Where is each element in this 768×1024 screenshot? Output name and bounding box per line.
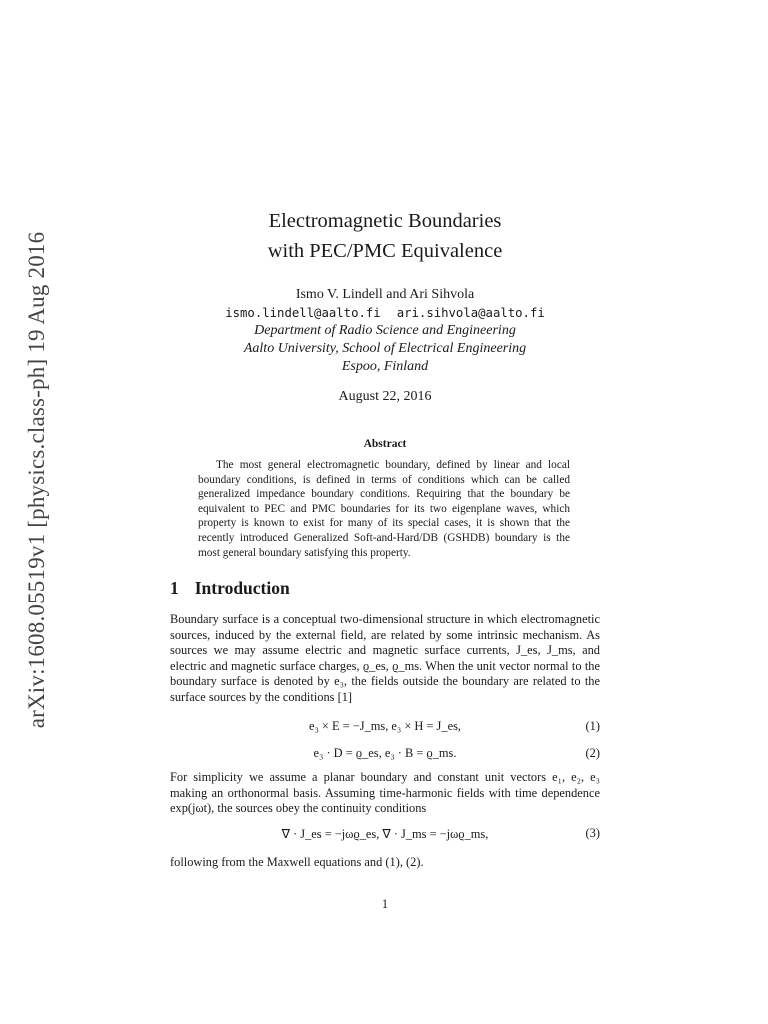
email-lindell[interactable]: ismo.lindell@aalto.fi — [225, 306, 381, 320]
equation-1-body: e₃ × E = −J_ms, e₃ × H = J_es, — [309, 719, 461, 733]
title-line-1: Electromagnetic Boundaries — [268, 210, 502, 232]
equation-3-body: ∇ · J_es = −jωϱ_es, ∇ · J_ms = −jωϱ_ms, — [281, 827, 489, 841]
title-line-2: with PEC/PMC Equivalence — [267, 240, 503, 262]
section-heading — [170, 578, 290, 599]
equation-3-number: (3) — [585, 826, 600, 840]
abstract-text: The most general electromagnetic boundary, defined by linear and local boundary conditions, is defined in terms of conditions which can be called generalized impedance boundary conditions. Requiring that the boundary be equivalent to PEC and PMC boundaries for its two eigenplane waves, which property is known to exist for many of its special cases, it is shown that the recently introduced Generalized Soft-and-Hard/DB (GSHDB) boundary is the most general boundary satisfying this property. — [198, 459, 570, 559]
university: Aalto University, School of Electrical Engineering — [243, 341, 527, 356]
email-sihvola[interactable]: ari.sihvola@aalto.fi — [396, 306, 545, 320]
author-emails — [170, 304, 600, 322]
paragraph-2: For simplicity we assume a planar boundary and constant unit vectors e₁, e₂, e₃ making an orthonormal basis. Assuming time-harmonic fields with time dependence exp(jωt), the sources obey the continuity conditions — [170, 770, 600, 816]
author-block — [170, 286, 600, 376]
equation-1-number: (1) — [585, 719, 600, 733]
paragraph-1: Boundary surface is a conceptual two-dimensional structure in which electromagnetic sources, induced by the external field, are related by some intrinsic mechanism. As sources we may assume electric and magnetic surface currents, J_es, J_ms, and electric and magnetic surface charges, ϱ_es, ϱ_ms. When the unit vector normal to the boundary surface is denoted by e₃, the fields outside the boundary are related to the surface sources by the conditions [1] — [170, 612, 600, 704]
author-names: Ismo V. Lindell and Ari Sihvola — [295, 287, 475, 302]
section-title: Introduction — [194, 578, 290, 598]
equation-2-number: (2) — [585, 746, 600, 760]
abstract-heading: Abstract — [363, 438, 407, 450]
page-number: 1 — [381, 897, 389, 911]
paper-date: August 22, 2016 — [338, 389, 432, 404]
equation-2-body: e₃ · D = ϱ_es, e₃ · B = ϱ_ms. — [313, 746, 457, 760]
location: Espoo, Finland — [341, 359, 429, 374]
arxiv-side-stamp: arXiv:1608.05519v1 [physics.class-ph] 19 Aug 2016 — [24, 231, 49, 729]
paper-title — [170, 206, 600, 266]
section-number: 1 — [170, 578, 179, 598]
department: Department of Radio Science and Engineering — [254, 323, 516, 338]
paragraph-3: following from the Maxwell equations and (1), (2). — [170, 855, 424, 869]
